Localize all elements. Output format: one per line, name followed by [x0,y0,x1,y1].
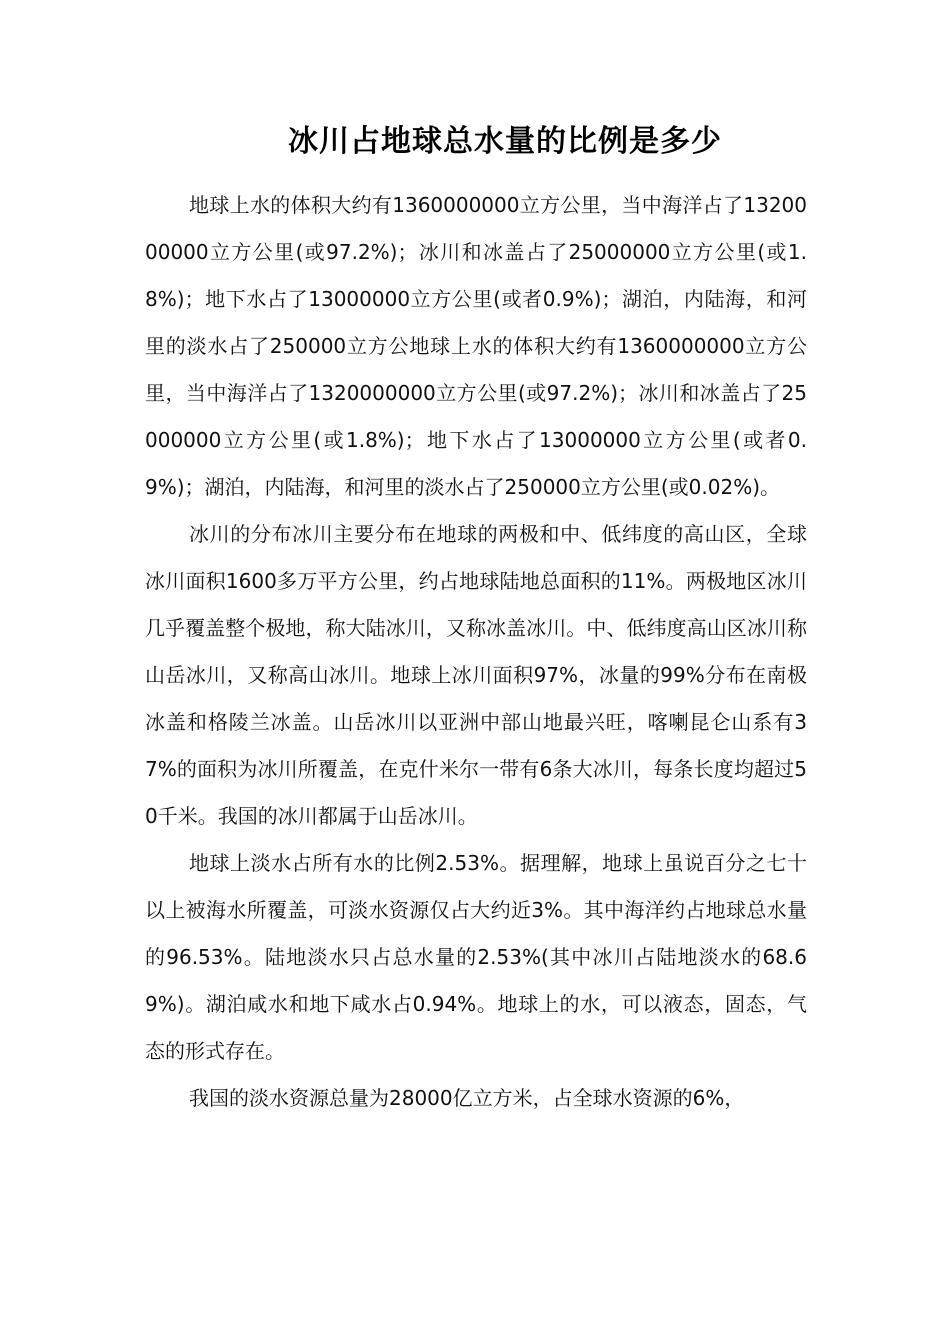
document-title: 冰川占地球总水量的比例是多少 [288,124,722,159]
paragraph-glacier-distribution: 冰川的分布冰川主要分布在地球的两极和中、低纬度的高山区，全球冰川面积1600多万平方公里，约占地球陆地总面积的11%。两极地区冰川几乎覆盖整个极地，称大陆冰川，又称冰盖冰川。中、低纬度高山区冰川称山岳冰川，又称高山冰川。地球上冰川面积97%，冰量的99%分布在南极冰盖和格陵兰冰盖。山岳冰川以亚洲中部山地最兴旺，喀喇昆仑山系有37%的面积为冰川所覆盖，在克什米尔一带有6条大冰川，每条长度均超过50千米。我国的冰川都属于山岳冰川。 [145,522,807,828]
paragraph-water-volume: 地球上水的体积大约有1360000000立方公里，当中海洋占了1320000000立方公里(或97.2%)；冰川和冰盖占了25000000立方公里(或1.8%)；地下水占了13000000立方公里(或者0.9%)；湖泊，内陆海，和河里的淡水占了250000立方公地球上水的体积大约有1360000000立方公里，当中海洋占了1320000000立方公里(或97.2%)；冰川和冰盖占了25000000立方公里(或1.8%)；地下水占了13000000立方公里(或者0.9%)；湖泊，内陆海，和河里的淡水占了250000立方公里(或0.02%)。 [145,193,807,499]
document-body [145,182,807,1122]
paragraph-china-freshwater: 我国的淡水资源总量为28000亿立方米，占全球水资源的6%， [189,1086,745,1110]
paragraph-freshwater-ratio: 地球上淡水占所有水的比例2.53%。据理解，地球上虽说百分之七十以上被海水所覆盖，可淡水资源仅占大约近3%。其中海洋约占地球总水量的96.53%。陆地淡水只占总水量的2.53%(其中冰川占陆地淡水的68.69%)。湖泊咸水和地下咸水占0.94%。地球上的水，可以液态，固态，气态的形式存在。 [145,851,807,1063]
